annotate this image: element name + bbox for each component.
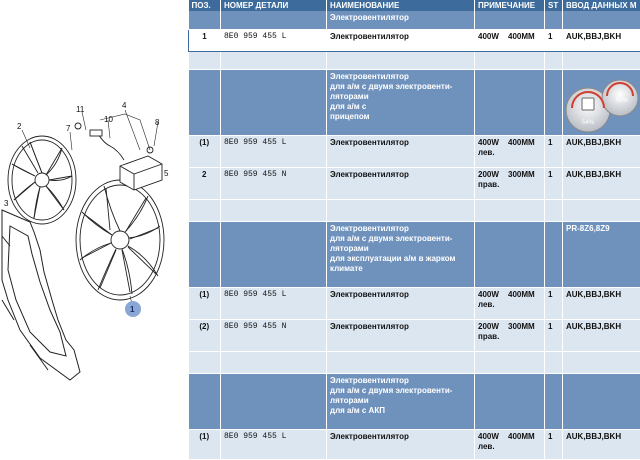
cell-st <box>545 221 563 287</box>
table-row[interactable] <box>189 167 640 199</box>
note-size: 400MM <box>508 290 535 299</box>
table-row[interactable] <box>189 29 640 51</box>
cell-st <box>545 199 563 221</box>
label-11: 11 <box>76 105 85 114</box>
cell-part-number: 8E0 959 455 N <box>221 167 327 199</box>
cell-note <box>475 51 545 69</box>
fan-shroud <box>2 210 80 380</box>
cell-pos <box>189 221 221 287</box>
cell-part-number <box>221 199 327 221</box>
cell-pos: 1 <box>189 29 221 51</box>
label-4: 4 <box>122 101 127 110</box>
cell-input: PR-8Z6,8Z9 <box>563 221 640 287</box>
cell-part-number: 8E0 959 455 L <box>221 135 327 167</box>
fan-large <box>76 180 164 300</box>
note-text: 400W лев. <box>478 432 508 452</box>
note-text: 200W прав. <box>478 322 508 342</box>
cell-pos: (1) <box>189 429 221 459</box>
cell-name: Электровентилятор для а/м с двумя электровенти- ляторами для эксплуатации а/м в жарком климате <box>327 221 475 287</box>
note-size: 400MM <box>508 432 535 441</box>
cell-input <box>563 11 640 29</box>
cell-name <box>327 351 475 373</box>
cell-pos <box>189 199 221 221</box>
cell-note <box>475 287 545 319</box>
cell-st: 1 <box>545 319 563 351</box>
cell-name: Электровентилятор для а/м с двумя электровенти- ляторами для а/м с АКП <box>327 373 475 429</box>
cell-st <box>545 373 563 429</box>
fan-small <box>8 136 76 224</box>
cell-name: Электровентилятор <box>327 29 475 51</box>
table-header <box>189 0 640 11</box>
cell-st <box>545 11 563 29</box>
cell-note <box>475 11 545 29</box>
cell-part-number <box>221 221 327 287</box>
callout-1[interactable] <box>125 301 141 317</box>
cell-st: 1 <box>545 135 563 167</box>
cell-st <box>545 69 563 135</box>
cell-note <box>475 199 545 221</box>
cell-name: Электровентилятор <box>327 11 475 29</box>
cell-note <box>475 69 545 135</box>
cell-input: AUK,BBJ,BKH <box>563 287 640 319</box>
cell-part-number: 8E0 959 455 L <box>221 287 327 319</box>
cell-note <box>475 29 545 51</box>
note-text: 400W лев. <box>478 138 508 158</box>
cell-note <box>475 429 545 459</box>
label-10: 10 <box>104 115 113 124</box>
cell-note <box>475 167 545 199</box>
cell-pos <box>189 51 221 69</box>
cell-note <box>475 221 545 287</box>
cell-input <box>563 373 640 429</box>
cell-pos: (2) <box>189 319 221 351</box>
note-size: 300MM <box>508 170 535 179</box>
cell-pos: (1) <box>189 135 221 167</box>
cell-input <box>563 199 640 221</box>
cell-name <box>327 199 475 221</box>
header-input[interactable]: ВВОД ДАННЫХ М <box>563 0 640 11</box>
cell-part-number <box>221 373 327 429</box>
note-size: 400MM <box>508 32 535 41</box>
cell-st <box>545 351 563 373</box>
note-text: 200W прав. <box>478 170 508 190</box>
table-row[interactable] <box>189 51 640 69</box>
gauge-right-value: 50% <box>616 98 629 104</box>
cell-input <box>563 51 640 69</box>
header-pos[interactable]: ПОЗ. <box>189 0 221 11</box>
callout-1-label: 1 <box>130 305 135 314</box>
cell-part-number <box>221 11 327 29</box>
cell-name: Электровентилятор <box>327 287 475 319</box>
cell-input: AUK,BBJ,BKH <box>563 167 640 199</box>
cell-pos <box>189 69 221 135</box>
cell-note <box>475 373 545 429</box>
table-row[interactable] <box>189 287 640 319</box>
table-row[interactable] <box>189 319 640 351</box>
cell-input <box>563 351 640 373</box>
table-row[interactable] <box>189 135 640 167</box>
cell-input: AUK,BBJ,BKH <box>563 135 640 167</box>
label-3: 3 <box>4 199 9 208</box>
cell-st <box>545 51 563 69</box>
table-row[interactable] <box>189 351 640 373</box>
label-8: 8 <box>155 118 160 127</box>
cell-st: 1 <box>545 429 563 459</box>
cell-part-number: 8E0 959 455 N <box>221 319 327 351</box>
cell-pos <box>189 11 221 29</box>
cell-pos: (1) <box>189 287 221 319</box>
label-5: 5 <box>164 169 169 178</box>
note-size: 400MM <box>508 138 535 147</box>
note-text: 400W <box>478 32 508 42</box>
parts-diagram <box>0 0 188 458</box>
table-row[interactable] <box>189 429 640 459</box>
header-note[interactable]: ПРИМЕЧАНИЕ <box>475 0 545 11</box>
gauge-widget[interactable] <box>562 68 640 138</box>
cell-pos: 2 <box>189 167 221 199</box>
label-2: 2 <box>17 122 22 131</box>
cell-name: Электровентилятор <box>327 319 475 351</box>
cell-part-number <box>221 51 327 69</box>
cell-pos <box>189 351 221 373</box>
note-size: 300MM <box>508 322 535 331</box>
gauge-left-value: 54% <box>582 120 595 126</box>
cell-name: Электровентилятор <box>327 429 475 459</box>
cell-part-number: 8E0 959 455 L <box>221 429 327 459</box>
table-row[interactable] <box>189 11 640 29</box>
cell-name: Электровентилятор для а/м с двумя электровенти- ляторами для а/м с прицепом <box>327 69 475 135</box>
cell-st: 1 <box>545 167 563 199</box>
cell-part-number: 8E0 959 455 L <box>221 29 327 51</box>
cell-input: AUK,BBJ,BKH <box>563 319 640 351</box>
cell-part-number <box>221 351 327 373</box>
cell-name: Электровентилятор <box>327 167 475 199</box>
cell-pos <box>189 373 221 429</box>
label-7: 7 <box>66 124 71 133</box>
cell-name <box>327 51 475 69</box>
header-st[interactable]: ST <box>545 0 563 11</box>
table-row[interactable] <box>189 199 640 221</box>
cell-name: Электровентилятор <box>327 135 475 167</box>
cell-st: 1 <box>545 29 563 51</box>
note-text: 400W лев. <box>478 290 508 310</box>
cell-st: 1 <box>545 287 563 319</box>
header-part-number[interactable]: НОМЕР ДЕТАЛИ <box>221 0 327 11</box>
cell-input: AUK,BBJ,BKH <box>563 29 640 51</box>
cell-note <box>475 319 545 351</box>
cell-input: AUK,BBJ,BKH <box>563 429 640 459</box>
cell-note <box>475 351 545 373</box>
cell-note <box>475 135 545 167</box>
table-row[interactable] <box>189 221 640 287</box>
header-name[interactable]: НАИМЕНОВАНИЕ <box>327 0 475 11</box>
cell-part-number <box>221 69 327 135</box>
table-row[interactable] <box>189 373 640 429</box>
